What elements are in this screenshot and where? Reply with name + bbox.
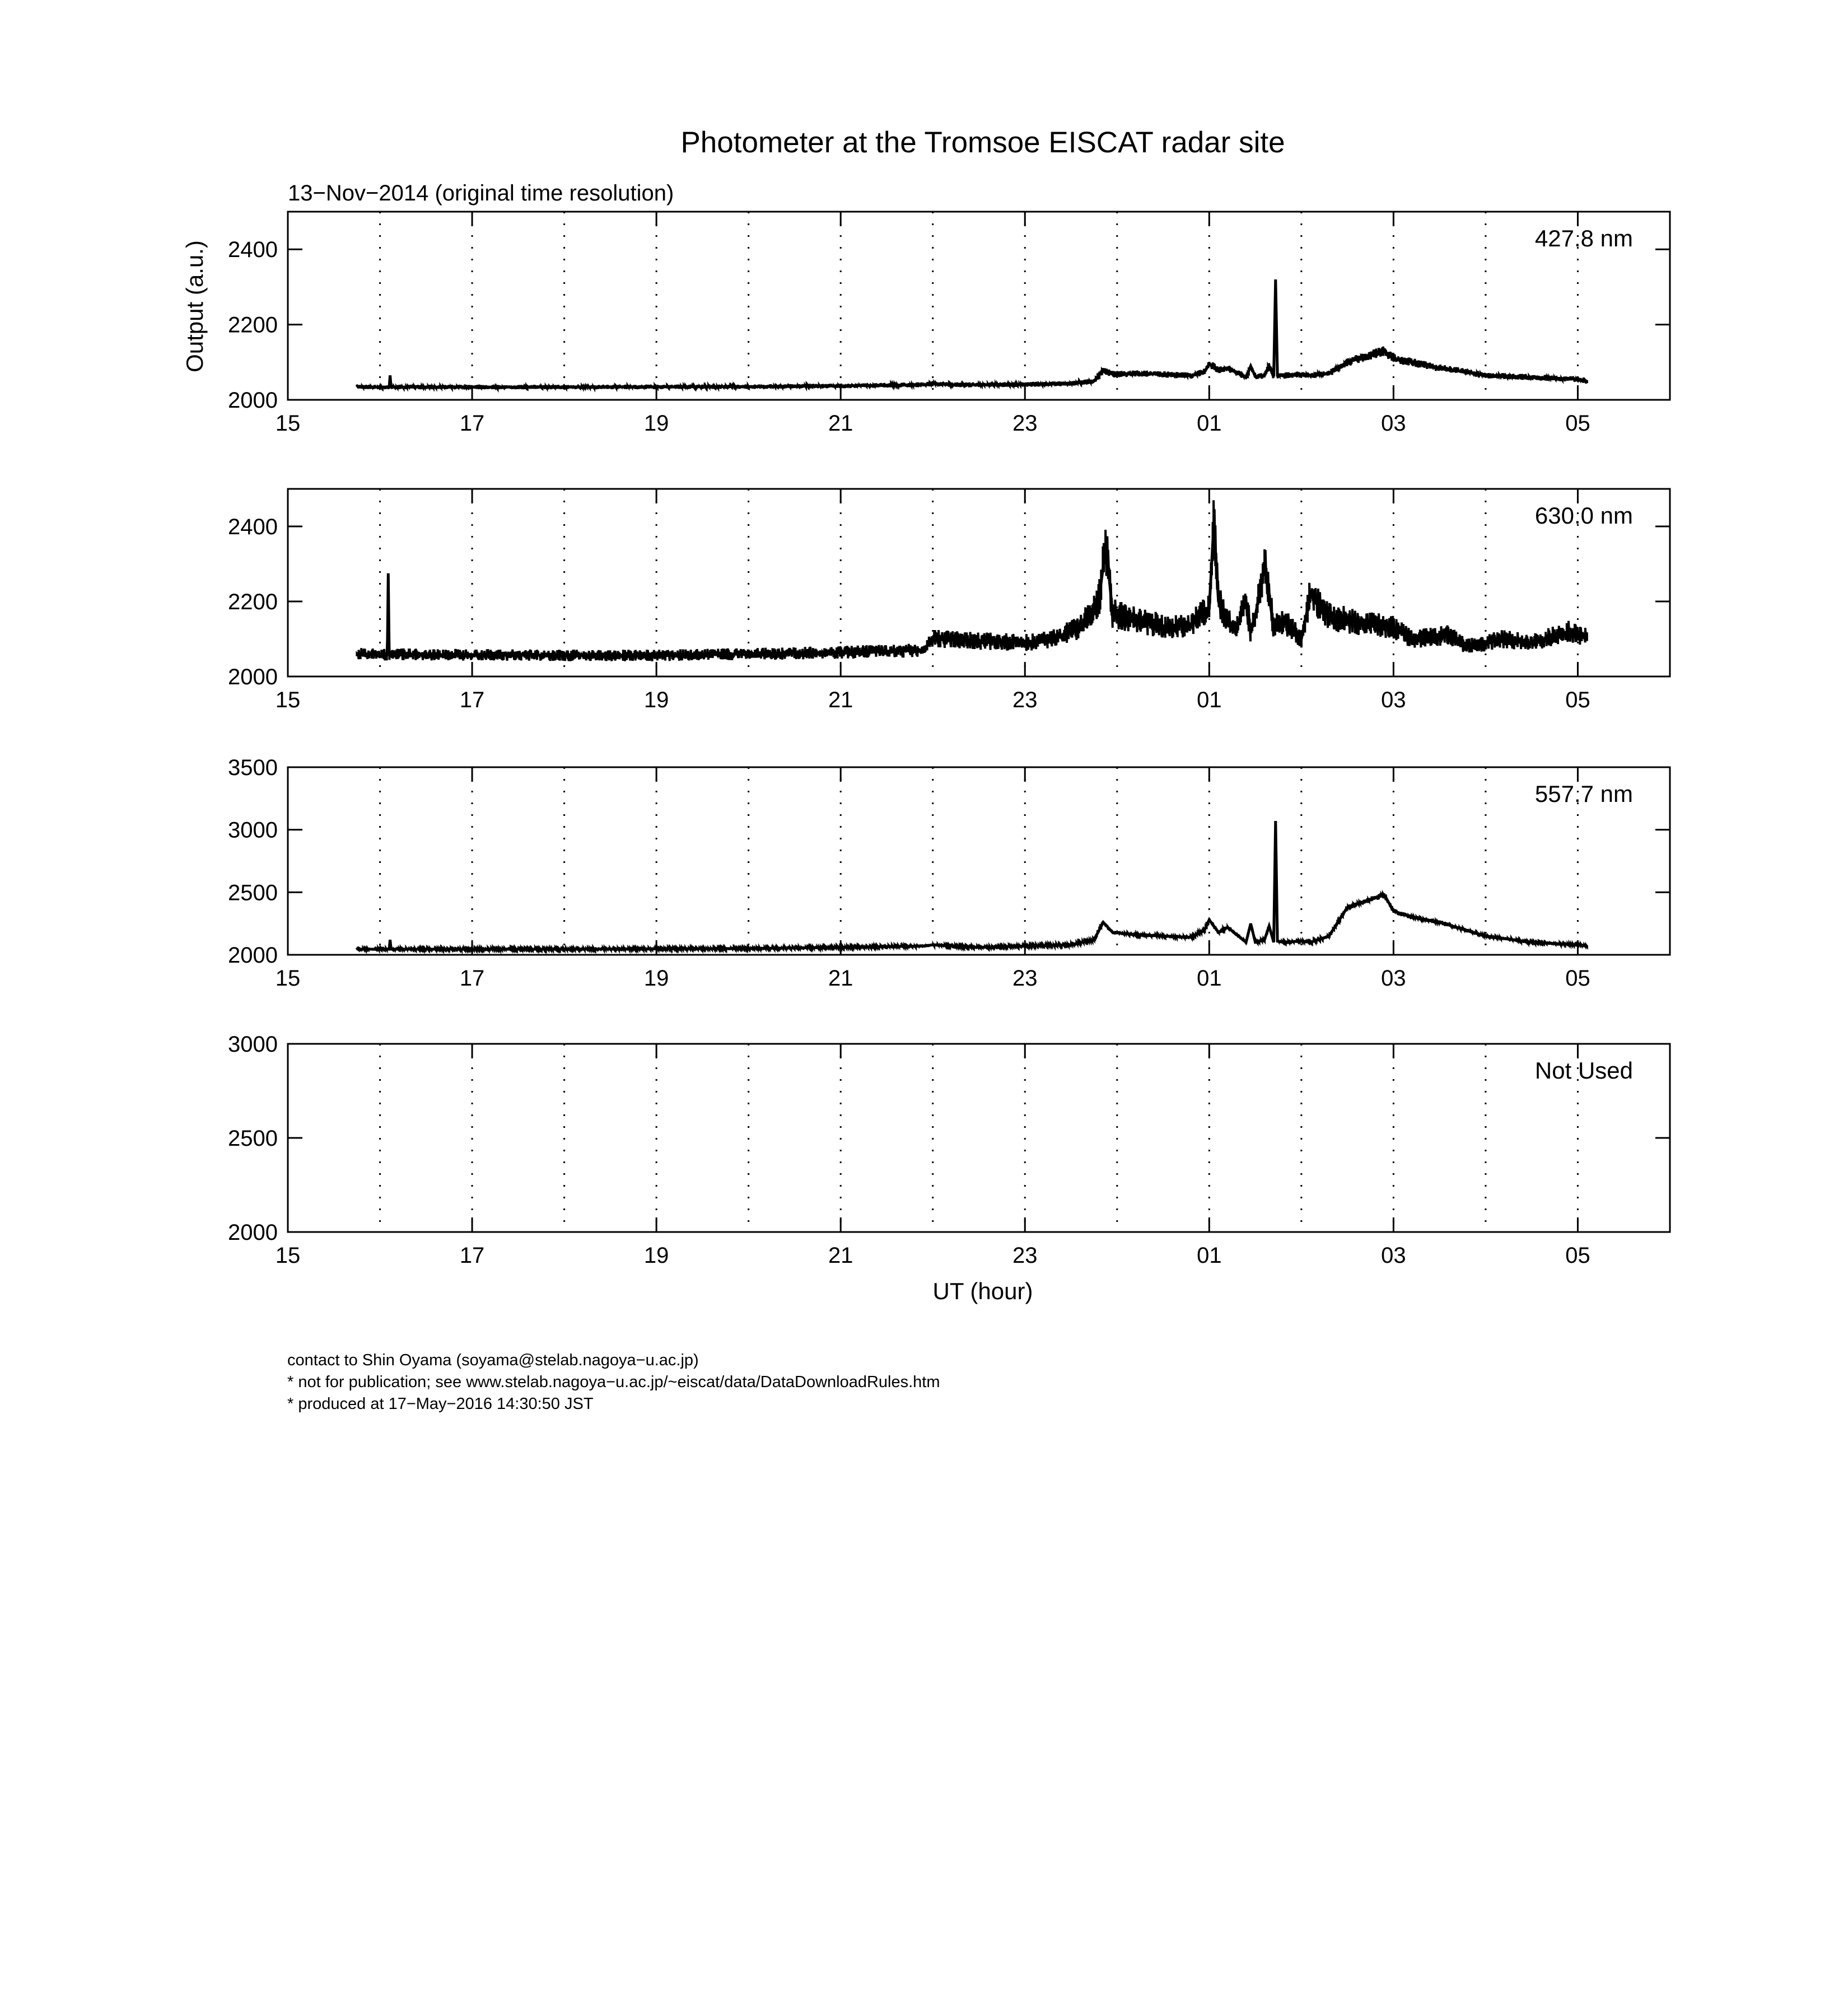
chart-subtitle: 13−Nov−2014 (original time resolution) [288,181,674,206]
y-axis-label: Output (a.u.) [181,240,208,372]
footer-produced-note: * produced at 17−May−2016 14:30:50 JST [287,1395,594,1413]
series-line [357,299,1587,389]
panel-label: 427.8 nm [1534,225,1633,251]
x-tick-label: 01 [1197,411,1222,436]
y-tick-label: 3500 [228,755,278,780]
footer-publication-note: * not for publication; see www.stelab.nagoya−u.ac.jp/~eiscat/data/DataDownloadRules.htm [287,1373,940,1391]
x-tick-label: 19 [643,688,669,712]
panels-group [228,212,1670,1268]
x-tick-label: 01 [1197,688,1222,712]
x-tick-label: 15 [275,966,301,991]
x-tick-label: 03 [1381,411,1406,436]
y-tick-label: 2400 [228,237,278,263]
x-tick-label: 05 [1565,1243,1590,1268]
y-tick-label: 3000 [228,818,278,843]
x-tick-label: 17 [459,688,485,712]
x-tick-label: 17 [459,411,485,436]
x-axis-label: UT (hour) [932,1278,1033,1304]
x-tick-label: 21 [828,411,853,436]
footer-contact: contact to Shin Oyama (soyama@stelab.nagoya−u.ac.jp) [287,1351,699,1369]
x-tick-label: 23 [1012,688,1038,712]
x-tick-label: 19 [643,1243,669,1268]
panel-label: 557.7 nm [1534,781,1633,807]
x-tick-label: 23 [1012,411,1038,436]
series-line [357,500,1587,661]
footer-notes [287,1350,940,1415]
x-tick-label: 15 [275,1243,301,1268]
x-tick-label: 01 [1197,966,1222,991]
x-tick-label: 03 [1381,1243,1406,1268]
y-tick-label: 2000 [228,388,278,413]
panel-label: 630.0 nm [1534,502,1633,529]
x-tick-label: 21 [828,966,853,991]
y-tick-label: 2000 [228,665,278,689]
series-trend [357,279,1587,387]
x-tick-label: 01 [1197,1243,1222,1268]
y-tick-label: 2500 [228,880,278,906]
x-tick-label: 15 [275,688,301,712]
series-line [357,843,1587,950]
y-tick-label: 2000 [228,1220,278,1245]
x-tick-label: 05 [1565,688,1590,712]
y-tick-label: 3000 [228,1032,278,1057]
x-tick-label: 03 [1381,966,1406,991]
x-tick-label: 05 [1565,966,1590,991]
x-tick-label: 05 [1565,411,1590,436]
panel-2 [228,489,1670,712]
panel-4 [228,1032,1670,1268]
y-tick-label: 2200 [228,590,278,614]
y-tick-label: 2400 [228,515,278,539]
x-tick-label: 21 [828,688,853,712]
panel-3 [228,755,1670,991]
y-tick-label: 2200 [228,312,278,338]
panel-1 [228,212,1670,436]
panel-label: Not Used [1534,1057,1633,1084]
x-tick-label: 19 [643,411,669,436]
chart-title: Photometer at the Tromsoe EISCAT radar site [680,126,1285,159]
x-tick-label: 21 [828,1243,853,1268]
x-tick-label: 15 [275,411,301,436]
x-tick-label: 17 [459,966,485,991]
x-tick-label: 19 [643,966,669,991]
x-tick-label: 03 [1381,688,1406,712]
series-trend [357,821,1587,949]
x-tick-label: 23 [1012,966,1038,991]
plot-frame [288,1044,1670,1232]
x-tick-label: 17 [459,1243,485,1268]
x-tick-label: 23 [1012,1243,1038,1268]
y-tick-label: 2000 [228,943,278,968]
y-tick-label: 2500 [228,1126,278,1151]
